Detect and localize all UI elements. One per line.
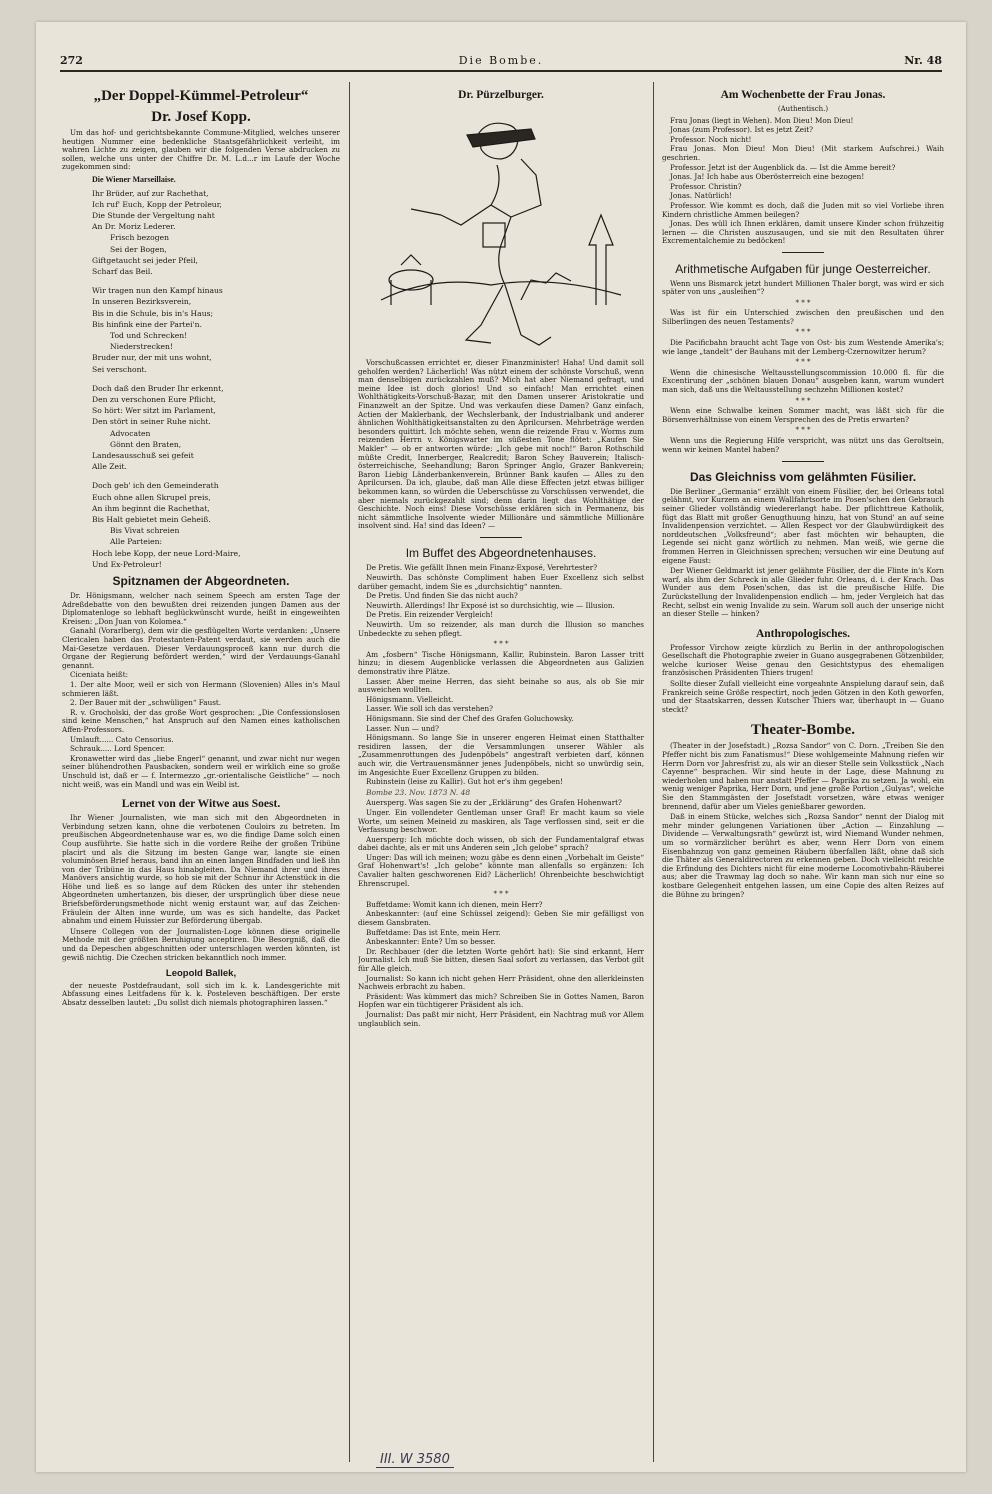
- anthropology-body: [662, 644, 944, 715]
- nickname-entry: Kronawetter wird das „liebe Engerl“ genannt, und zwar nicht nur wegen seiner blühendrothen Pausbacken, sondern weil er wirklich eine so große Unschuld ist, daß er — f. Intermezzo „gr.-orientalische Geistliche“ — noch nicht weiß, was ein Mandl und was ein Weibl ist.: [62, 753, 340, 789]
- dialogue-line: Rubinstein (leise zu Kallir). Gut hot er's ihm gegeben!: [366, 777, 563, 787]
- article-title-nicknames: Spitznamen der Abgeordneten.: [112, 574, 290, 589]
- dialogue-line: Jonas. Des wüll ich Ihnen erklären, damit unsere Kinder schon frühzeitig lernen — die Christen auszusaugen, und sie mit den Resultaten ührer Excrementalchemie zu bedöcken!: [662, 219, 944, 246]
- paragraph: Die Berliner „Germania“ erzählt von einem Füsilier, der, bei Orleans total gelähmt, vor Kurzem an einem Wallfahrtsorte im Posen'schen den Gebrauch seiner Glieder vollständig wiedererlangt habe. Der pflichttreue Katholik, fügt das Blatt mit großer Genugthuung hinzu, hat von Stund' an auf seine Invalidenpension verzichtet. — Allen Respect vor der Glaubwürdigkeit des norddeutschen „Volksfreund“; aber fast möchten wir behaupten, die Legende sei nicht ganz wörtlich zu nehmen. Man weiß, wie gerne die frommen Herren in Gleichnissen sprechen; versuchen wir eine Deutung auf eigene Faust:: [662, 486, 944, 565]
- column-rule: [653, 82, 654, 1462]
- dialogue-line: Anbeskannter: (auf eine Schüssel zeigend): Geben Sie mir gefälligst von diesem Gansbraten.: [358, 909, 644, 928]
- paragraph: Daß in einem Stücke, welches sich „Rozsa Sandor“ nennt der Dialog mit mehr minder gelungenen Variationen über „Action — Einzahlung — Dividende — Verwaltungsrath“ gewürzt ist, wird Niemand Wunder nehmen, um so vormärzlicher berührt es aber, wenn Herr Dorn von einem Eisenbahnzug von ganz gemeinen Räubern überfallen läßt, ohne daß sich die Thäter als Generaldirectoren zu erkennen geben. Doch vielleicht reichte die Erfindung des Dichters nicht für eine moderne Locomotivbahn-Räuberei aus; aber die Trawmay lag doch so nahe. Wir kann man sich nur eine so kostbare Gelegenheit entgehen lassen, um eine Copie des alten Reizes auf die Bühne zu bringen?: [662, 812, 944, 899]
- poem-line: Den stört in seiner Ruhe nicht.: [92, 417, 211, 427]
- divider-stars: * * *: [795, 358, 811, 367]
- article-title-puerzelburger: Dr. Pürzelburger.: [458, 89, 544, 101]
- poem-line: An ihm beginnt die Rachethat,: [92, 503, 210, 513]
- dialogue-line: Jonas. Natürlich!: [670, 191, 733, 201]
- dialogue-line: Frau Jonas. Mon Dieu! Mon Dieu! (Mit starkem Aufschrei.) Waih geschrien.: [662, 144, 944, 162]
- poem-line: [92, 472, 340, 480]
- poem-line: Niederstrecken!: [110, 342, 173, 352]
- caricature-illustration: [371, 105, 631, 355]
- divider-stars: * * *: [795, 298, 811, 307]
- poem-line: Bis in die Schule, bis in's Haus;: [92, 308, 214, 318]
- poem-line: Wir tragen nun den Kampf hinaus: [92, 286, 223, 296]
- arithmetic-question: Wenn eine Schwalbe keinen Sommer macht, was läßt sich für die Börsenverhältnisse von einem Versprechen des de Pretis erwarten?: [662, 406, 944, 424]
- poem-line: Sei der Bogen,: [110, 244, 167, 254]
- nickname-entry: R. v. Grocholski, der das große Wort gesprochen: „Die Confessionslosen sind keine Menschen,“ hat Anspruch auf den Namen eines katholischen Affen-Professors.: [62, 707, 340, 734]
- issue-number: Nr. 48: [904, 54, 942, 67]
- paragraph: Professor Virchow zeigte kürzlich zu Berlin in der anthropologischen Gesellschaft die Photographie zweier in Guano ausgegrabenen Götzenbilder, welche kurioser Weise genau den Gesichtstypus des ehemaligen französischen Präsidenten Thiers trugen!: [662, 642, 944, 678]
- buffet-dialogue-4: [358, 901, 644, 1028]
- article-title-widow: Lernet von der Witwe aus Soest.: [121, 798, 281, 811]
- poem-line: An Dr. Moriz Lederer.: [92, 222, 176, 232]
- poem-line: [92, 375, 340, 383]
- handwritten-note: Bombe 23. Nov. 1873 N. 48: [366, 787, 471, 797]
- article-title-leopold: Leopold Ballek,: [165, 968, 237, 980]
- buffet-dialogue-3: [358, 799, 644, 888]
- dialogue-line: De Pretis. Und finden Sie das nicht auch?: [366, 591, 518, 601]
- arithmetic-list: [662, 280, 944, 455]
- dialogue-line: Unger. Ein vollendeter Gentleman unser Graf! Er macht kaum so viele Worte, um seinen Meineid zu maskiren, als Tage verflossen sind, seit er die Verfassung beschwor.: [358, 807, 644, 835]
- paragraph: (Theater in der Josefstadt.) „Rozsa Sandor“ von C. Dorn. „Treiben Sie den Pfeffer nicht bis zum Fanatismus!“ Diese wohlgemeinte Mahnung riefen wir Herrn Dorn vor Jahresfrist zu, als wir an dieser Stelle sein Volksstück „Nach Cayenne“ besprachen. Wir sind heute in der Lage, diese Mahnung zu wiederholen und haben nur anstatt Pfeffer — Paprika zu setzen. Ja wohl, ein wenig weniger Paprika, Herr Dorn, und jene große Portion „Gulyas“, welche Sie den Stammgästen der Josefstadt vorsetzen, wäre etwas weniger brennend, dafür aber um Vieles genießbarer geworden.: [662, 741, 944, 811]
- article-title-arithmetic: Arithmetische Aufgaben für junge Oesterreicher.: [675, 261, 931, 276]
- column-right: [662, 84, 944, 1464]
- dialogue-line: Anbeskannter: Ente? Um so besser.: [366, 937, 496, 947]
- leopold-text: der neueste Postdefraudant, soll sich im k. k. Landesgerichte mit Abfassung eines Leitfadens für k. k. Posteleven beschäftigen. Der erste Absatz desselben lautet: „Du sollst dich niemals photographiren lassen.“: [62, 980, 340, 1007]
- article-title-buffet: Im Buffet des Abgeordnetenhauses.: [405, 546, 597, 561]
- poem-line: In unseren Bezirksverein,: [92, 297, 192, 307]
- dialogue-line: Buffetdame: Womit kann ich dienen, mein Herr?: [366, 899, 543, 909]
- dialogue-line: Dr. Rechbauer (der die letzten Worte gehört hat): Sie sind erkannt, Herr Journalist. Ich muß Sie bitten, diesen Saal sofort zu verlassen, das Verbot gilt für Alle gleich.: [358, 946, 644, 973]
- jonas-dialogue: [662, 117, 944, 246]
- nickname-entry: Ciceniata heißt:: [70, 670, 129, 680]
- poem-line: Ihr Brüder, auf zur Rachethat,: [92, 188, 209, 198]
- dialogue-line: De Pretis. Ein reizender Vergleich!: [366, 610, 494, 620]
- dialogue-line: Hönigsmann. Sie sind der Chef des Grafen Goluchowsky.: [366, 713, 574, 723]
- dialogue-line: Präsident: Was kümmert das mich? Schreiben Sie in Gottes Namen, Baron Hopfen war ein tüchtigerer Präsident als ich.: [358, 991, 644, 1010]
- column-left: [62, 84, 340, 1464]
- buffet-dialogue-2: [358, 651, 644, 787]
- column-middle: [358, 84, 644, 1464]
- page-number: 272: [60, 54, 83, 67]
- divider-stars: * * *: [493, 890, 509, 899]
- poem-line: Scharf das Beil.: [92, 266, 153, 276]
- poem-line: So hört: Wer sitzt im Parlament,: [92, 406, 216, 416]
- article-subtitle-kopp: Dr. Josef Kopp.: [151, 109, 251, 125]
- poem-line: Bis Halt gebietet mein Geheiß.: [92, 515, 211, 525]
- poem-line: Sei verschont.: [92, 364, 147, 374]
- nickname-entry: Umlauft...... Cato Censorius.: [70, 734, 174, 744]
- section-divider: [662, 249, 944, 258]
- dialogue-line: Lasser. Aber meine Herren, das sieht beinahe so aus, als ob Sie mir ausweichen wollten.: [358, 676, 644, 695]
- dialogue-line: Professor. Noch nicht!: [670, 134, 752, 144]
- section-divider: [662, 457, 944, 466]
- poem-title: Die Wiener Marseillaise.: [92, 174, 176, 184]
- nickname-entry: 2. Der Bauer mit der „schwüligen“ Faust.: [70, 698, 222, 708]
- article-title-anthropology: Anthropologisches.: [755, 627, 851, 640]
- poem-line: Euch ohne allen Skrupel preis,: [92, 492, 211, 502]
- dialogue-line: Frau Jonas (liegt in Wehen). Mon Dieu! Mon Dieu!: [670, 115, 854, 125]
- dialogue-line: Professor. Wie kommt es doch, daß die Juden mit so viel Vorliebe ihren Kindern christliche Ammen beilegen?: [662, 200, 944, 219]
- article-title-jonas: Am Wochenbette der Frau Jonas.: [720, 89, 886, 101]
- poem-line: Gönnt den Braten,: [110, 439, 182, 449]
- article-title-kopp: „Der Doppel-Kümmel-Petroleur“: [93, 88, 309, 104]
- arithmetic-question: Was ist für ein Unterschied zwischen den preußischen und den Silberlingen des neuen Testaments?: [662, 308, 944, 326]
- dialogue-line: Journalist: So kann ich nicht gehen Herr Präsident, ohne den allerkleinsten Nachweis erbracht zu haben.: [358, 973, 644, 992]
- poem-line: Tod und Schrecken!: [110, 331, 188, 340]
- masthead: Die Bombe.: [458, 54, 544, 67]
- paragraph: Unsere Collegen von der Journalisten-Loge können diese originelle Methode mit der größten Beruhigung acceptiren. Die Besorgniß, daß die und da Depeschen abgeschnitten oder unterschlagen werden könnten, ist gewiß nichtig. Die Czechen stricken bekanntlich noch immer.: [62, 926, 340, 962]
- dialogue-line: Hönigsmann. So lange Sie in unserer engeren Heimat einen Statthalter residiren lassen, der die Versammlungen unserer Wähler als „Zusammenrottungen des Judenpöbels“ angestraft verbieten darf, können auch wir, die Vertrauensmänner jenes Judenpöbels, nicht so unwürdig sein, im Angesichte Euer Excellenz Gruppen zu bilden.: [358, 733, 644, 777]
- poem-line: Alle Zeit.: [92, 462, 127, 472]
- dialogue-line: Lasser. Wie soll ich das verstehen?: [366, 704, 493, 714]
- dialogue-line: Neuwirth. Allerdings! Ihr Exposé ist so durchsichtig, wie — Illusion.: [366, 600, 615, 610]
- poem-line: Advocaten: [110, 428, 151, 438]
- poem-line: Frisch bezogen: [110, 233, 169, 243]
- divider-stars: * * *: [795, 396, 811, 405]
- widow-body: [62, 814, 340, 962]
- nickname-entry: Schrauk..... Lord Spencer.: [70, 744, 166, 754]
- poem-line: Bruder nur, der mit uns wohnt,: [92, 353, 212, 363]
- dialogue-line: Am „fosbern“ Tische Hönigsmann, Kallir, Rubinstein. Baron Lasser tritt hinzu; in diesem Augenblicke verlassen die Abgeordneten aus Galizien demonstrativ ihre Plätze.: [358, 649, 644, 676]
- divider-stars: * * *: [795, 426, 811, 435]
- puerzelburger-text: Vorschußcassen errichtet er, dieser Finanzminister! Haha! Und damit soll geholfen werden? Lächerlich! Was nützt einem der schönste Vorschuß, wenn man denselbigen zurückzahlen muß? Mich hat aber Niemand gefragt, und meine Idee ist doch glorios! Und so einfach! Man errichtet einen Wohlthätigkeits-Vorschuß-Bazar, mit den Damen unserer Aristokratie und Finanzwelt an der Spitze. Und was verkaufen diese Damen? Ganz einfach, Actien der Maklerbank, der Wechslerbank, der Industrialbank und anderer ähnlichen Wohlthätigkeitsanstalten zu den Aprilcursen. Mehrbeträge werden besonders quittirt. Ich möchte sehen, wenn die reizende Frau v. Worms zum reizenden Herrn v. Königswarter im süßesten Tone flötet: „Kaufen Sie Makler“ — ob er antworten würde: „Ich gebe mit noch!“ Baron Rothschild müßte Credit, Innerberger, Realcredit; Baron Schey Bauverein; Italisch-österreichische, Seehandlung; Baron Springer Anglo, Grazer Bankverein; Baron Liebig Länderbankenverein, Brünner Bank kaufen — Alles zu den Aprilcursen. Da ich, glaube, daß man Alle diese Effecten jetzt etwas billiger bekommen kann, so würden die Ueberschüsse zu Vorschüssen verwendet, die aber niemals zurückgezahlt sind; denn darin liegt das Wohlthätige der Geschichte. Noch eins! Diese Vorschüsse erklären sich in Permanenz, bis nicht sämmtliche Insolvente wieder Millionäre und sämmtliche Millionäre insolvent sind. Ha! sind das Ideen? —: [358, 358, 644, 531]
- arithmetic-question: Wenn uns die Regierung Hilfe verspricht, was nützt uns das Geroltsein, wenn wir keinen Mantel haben?: [662, 436, 944, 454]
- paragraph: Sollte dieser Zufall vielleicht eine vorgeahnte Anspielung darauf sein, daß Frankreich seine Größe respectirt, noch jeden Götzen in den Koth geworfen, und der Staatskarren, dessen Kutscher Thiers war, überhaupt in — Guano steckt?: [662, 679, 944, 714]
- poem-line: Die Stunde der Vergeltung naht: [92, 210, 215, 220]
- article-subtitle-jonas: (Authentisch.): [777, 105, 829, 113]
- nickname-entry: Dr. Hönigsmann, welcher nach seinem Speech am ersten Tage der Adreßdebatte von den bewußten drei reizenden jungen Damen aus der Diplomatenloge so lebhaft beglückwünscht wurde, heißt in eingeweihten Kreisen: „Don Juan von Kolomea.“: [62, 591, 340, 626]
- dialogue-line: Neuwirth. Um so reizender, als man durch die Illusion so manches Unbedeckte zu sehen pflegt.: [358, 620, 644, 638]
- dialogue-line: Professor. Christin?: [670, 181, 742, 191]
- poem-line: Hoch lebe Kopp, der neue Lord-Maire,: [92, 548, 241, 558]
- dialogue-line: Journalist: Das paßt mir nicht, Herr Präsident, ein Nachtrag muß vor Allem unglaublich sein.: [358, 1009, 644, 1028]
- nickname-entry: 1. Der alte Moor, weil er sich von Hermann (Slovenien) Alles in's Maul schmieren läßt.: [62, 680, 340, 698]
- article-title-fusilier: Das Gleichniss vom gelähmten Füsilier.: [689, 469, 917, 484]
- dialogue-line: Jonas. Ja! Ich habe aus Oberösterreich eine bezogen!: [670, 172, 865, 182]
- arithmetic-question: Wenn die chinesische Weltausstellungscommission 10.000 fl. für die Excentirung der „schönen blauen Donau“ ausgeben kann, warum wundert man sich, daß uns die Weltausstellung sechzehn Millionen kostet?: [662, 367, 944, 395]
- arithmetic-question: Die Pacificbahn braucht acht Tage von Ost- bis zum Westende Amerika's; wie lange „tandelt“ der Bauhans mit der Lemberg-Czernowitzer herum?: [662, 338, 944, 356]
- poem: [92, 188, 340, 571]
- nicknames-body: [62, 592, 340, 789]
- kopp-intro: Um das hof- und gerichtsbekannte Commune-Mitglied, welches unserer heutigen Nummer eine bedenkliche Staatsgefährlichkeit verleiht, im wahren Lichte zu zeigen, glauben wir die folgenden Verse abdrucken zu sollen, welche uns unter der Chiffre Dr. M. L.d...r im Laufe der Woche zugekommen sind:: [62, 128, 340, 172]
- dialogue-line: Neuwirth. Das schönste Compliment haben Euer Excellenz sich selbst darüber gemacht, indem Sie es „durchsichtig“ nannten.: [358, 573, 644, 591]
- buffet-dialogue-1: [358, 564, 644, 638]
- divider-stars: * * *: [493, 640, 509, 649]
- page-header: [60, 52, 942, 72]
- dialogue-line: Unger: Das will ich meinen; wozu gäbe es denn einen „Vorbehalt im Geiste“ Graf Hohenwart's! „Ich gelobe“ könnte man allenfalls so ergänzen: Ich Cavalier halten geschworenen Eid? Lächerlich! Ohrenbeichte beschwichtigt Ehrenscrupel.: [358, 852, 644, 888]
- poem-line: Doch geb' ich den Gemeinderath: [92, 481, 219, 491]
- poem-line: Bis Vivat schreien: [110, 526, 180, 536]
- article-title-theatre: Theater-Bombe.: [750, 722, 855, 739]
- poem-line: Alle Parteien:: [110, 537, 163, 547]
- poem-line: Giftgetaucht sei jeder Pfeil,: [92, 255, 198, 265]
- archive-stamp: III. W 3580: [376, 1452, 454, 1467]
- dialogue-line: Auersperg. Was sagen Sie zu der „Erklärung“ des Grafen Hohenwart?: [366, 798, 622, 808]
- dialogue-line: Lasser. Nun — und?: [366, 723, 439, 733]
- dialogue-line: Professor. Jetzt ist der Augenblick da. — Ist die Amme bereit?: [670, 162, 896, 172]
- poem-line: Bis hinfink eine der Partei'n.: [92, 319, 202, 329]
- column-rule: [349, 82, 350, 1462]
- poem-line: Und Ex-Petroleur!: [92, 559, 162, 569]
- arithmetic-question: Wenn uns Bismarck jetzt hundert Millionen Thaler borgt, was wird er sich später von uns „ausleihen“?: [662, 278, 944, 297]
- theatre-body: [662, 742, 944, 899]
- poem-line: Ich ruf' Euch, Kopp der Petroleur,: [92, 199, 222, 209]
- poem-line: Doch daß den Bruder Ihr erkennt,: [92, 383, 224, 393]
- fusilier-body: [662, 488, 944, 619]
- section-divider: [358, 534, 644, 543]
- newspaper-page: [36, 22, 966, 1472]
- dialogue-line: Jonas (zum Professor). Ist es jetzt Zeit?: [670, 125, 813, 135]
- poem-line: [92, 277, 340, 285]
- poem-line: Landesausschuß sei gefeit: [92, 451, 194, 461]
- dialogue-line: Auersperg: Ich möchte doch wissen, ob sich der Fundamentalgraf etwas dabei dachte, als er mit uns Anderen sein „Ich gelobe“ sprach?: [358, 834, 644, 853]
- dialogue-line: Buffetdame: Das ist Ente, mein Herr.: [366, 927, 501, 937]
- dialogue-line: Hönigsmann. Vielleicht.: [366, 694, 454, 704]
- divider-stars: * * *: [795, 328, 811, 337]
- paragraph: Ihr Wiener Journalisten, wie man sich mit den Abgeordneten in Verbindung setzen kann, ohne die verbotenen Couloirs zu betreten. Im preußischen Abgeordnetenhause war es, wo die findige Dame solch einen Coup ausführte. Sie hatte sich in die vordere Reihe der großen Tribüne placirt und als die Sitzung im besten Gange war, langte sie einen voluminösen Brief heraus, band ihn an einen langen Bindfaden und ließ ihn von der Tribüne in das Haus hinabgleiten. Da Niemand ihrer und ihres Manövers ansichtig wurde, so hob sie mit der Schnur ihr Actenstück in die Höhe und ließ es so lange auf dem Rücken des unter ihr stehenden Abgeordneten umhertanzen, bis dieser, der ursprünglich über diese neue Briefsbeförderungsmethode nicht wenig erstaunt war, auf das Zeichen-Fräulein der Alten inne wurde, um was es sich handelte, das Packet abnahm und einem Huissier zur Beförderung übergab.: [62, 813, 340, 926]
- dialogue-line: De Pretis. Wie gefällt Ihnen mein Finanz-Exposé, Verehrtester?: [366, 563, 598, 573]
- paragraph: Der Wiener Geldmarkt ist jener gelähmte Füsilier, der die Flinte in's Korn warf, als ihm der Schreck in alle Glieder fuhr. Orleans, d. i. der Krach. Das Wunder aus dem Posen'schen, das ist die preußische Hilfe. Die Zurückstellung der Invalidenpension endlich — hm, jeder Vergleich hat das Recht, selbst ein wenig Invalide zu sein. Warum soll auch der unserige nicht an dieser Stelle — hinken?: [662, 566, 944, 619]
- nickname-entry: Ganahl (Vorarlberg), dem wir die gesflügelten Worte verdanken: „Unsere Clericalen haben das Protestanten-Patent verdaut, sie werden auch die Mai-Gesetze verdauen. Dieser Verdauungsproceß kann nur durch die Organe der Regierung befördert werden,“ wird der Verdauungs-Ganahl genannt.: [62, 626, 340, 670]
- poem-line: Den zu verschonen Eure Pflicht,: [92, 395, 217, 405]
